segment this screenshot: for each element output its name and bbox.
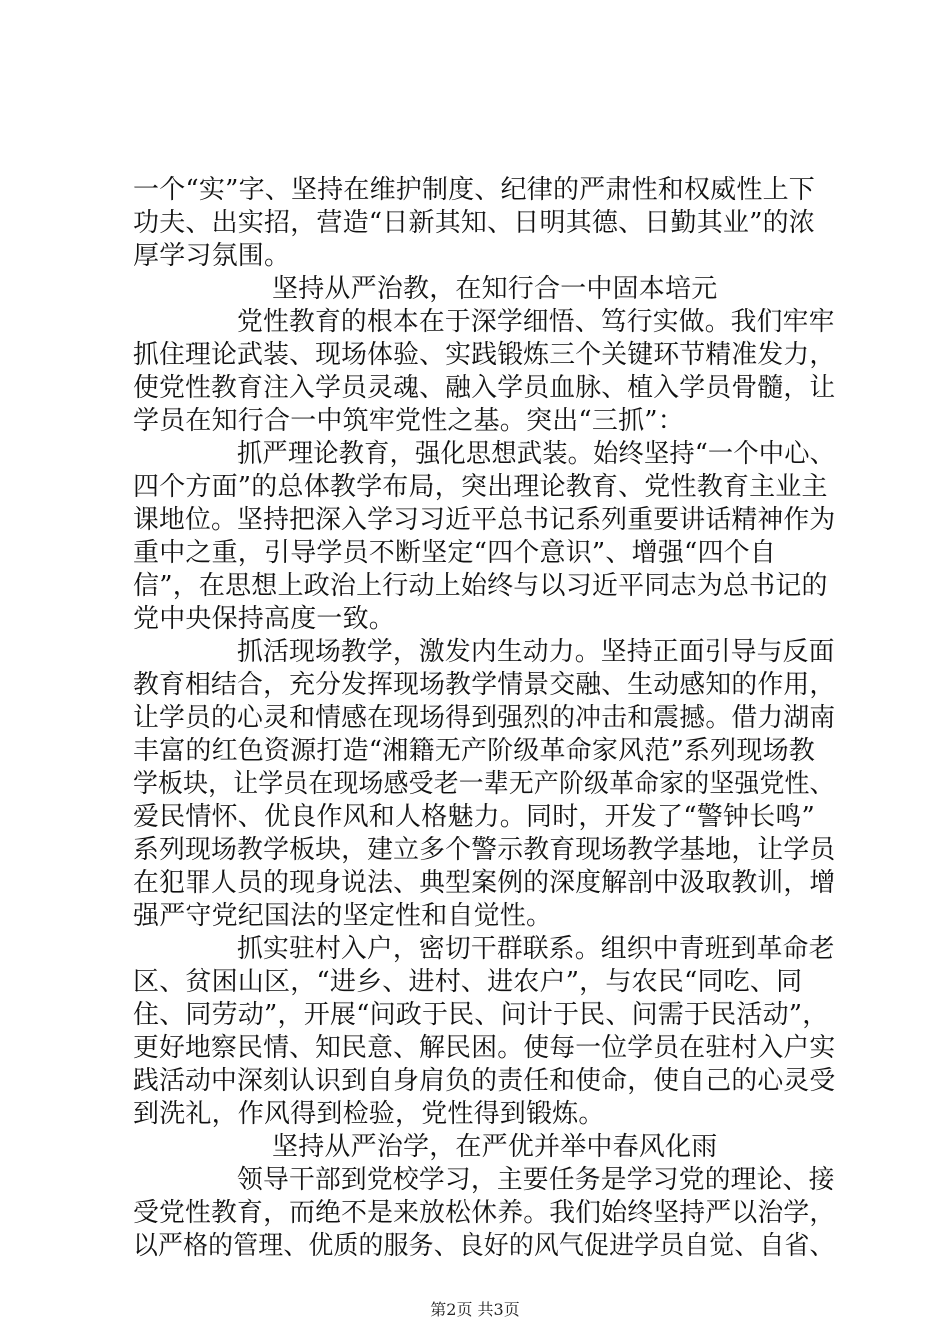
body-line: 党性教育的根本在于深学细悟、笃行实做。我们牢牢 bbox=[237, 307, 835, 337]
body-line: 使党性教育注入学员灵魂、融入学员血脉、植入学员骨髓，让 bbox=[133, 373, 836, 403]
body-line: 系列现场教学板块，建立多个警示教育现场教学基地，让学员 bbox=[133, 835, 836, 865]
page-footer: 第2页 共3页 bbox=[430, 1300, 520, 1319]
body-line: 重中之重，引导学员不断坚定“四个意识”、增强“四个自 bbox=[133, 538, 777, 568]
body-line: 让学员的心灵和情感在现场得到强烈的冲击和震撼。借力湖南 bbox=[133, 703, 836, 733]
body-line: 到洗礼，作风得到检验，党性得到锻炼。 bbox=[133, 1099, 605, 1129]
body-line: 课地位。坚持把深入学习习近平总书记系列重要讲话精神作为 bbox=[133, 505, 836, 535]
body-line: 践活动中深刻认识到自身肩负的责任和使命，使自己的心灵受 bbox=[133, 1066, 836, 1096]
body-line: 受党性教育，而绝不是来放松休养。我们始终坚持严以治学， bbox=[133, 1198, 836, 1228]
body-line: 抓严理论教育，强化思想武装。始终坚持“一个中心、 bbox=[237, 439, 836, 469]
body-line: 学员在知行合一中筑牢党性之基。突出“三抓”： bbox=[133, 406, 684, 436]
body-line: 领导干部到党校学习，主要任务是学习党的理论、接 bbox=[237, 1165, 835, 1195]
body-line: 一个“实”字、坚持在维护制度、纪律的严肃性和权威性上下 bbox=[133, 175, 815, 205]
section-heading: 坚持从严治教，在知行合一中固本培元 bbox=[272, 274, 718, 304]
body-line: 四个方面”的总体教学布局，突出理论教育、党性教育主业主 bbox=[133, 472, 828, 502]
body-line: 在犯罪人员的现身说法、典型案例的深度解剖中汲取教训，增 bbox=[133, 868, 836, 898]
body-line: 区、贫困山区，“进乡、进村、进农户”，与农民“同吃、同 bbox=[133, 967, 803, 997]
body-line: 党中央保持高度一致。 bbox=[133, 604, 396, 634]
section-heading: 坚持从严治学，在严优并举中春风化雨 bbox=[272, 1132, 718, 1162]
body-line: 以严格的管理、优质的服务、良好的风气促进学员自觉、自省、 bbox=[133, 1231, 835, 1261]
body-line: 抓住理论武装、现场体验、实践锻炼三个关键环节精准发力， bbox=[133, 340, 836, 370]
body-line: 抓活现场教学，激发内生动力。坚持正面引导与反面 bbox=[237, 637, 835, 667]
body-line: 厚学习氛围。 bbox=[133, 241, 291, 271]
body-line: 抓实驻村入户，密切干群联系。组织中青班到革命老 bbox=[237, 934, 835, 964]
body-line: 住、同劳动”，开展“问政于民、问计于民、问需于民活动”， bbox=[133, 1000, 829, 1030]
body-line: 学板块，让学员在现场感受老一辈无产阶级革命家的坚强党性、 bbox=[133, 769, 835, 799]
body-line: 爱民情怀、优良作风和人格魅力。同时，开发了“警钟长鸣” bbox=[133, 802, 815, 832]
body-line: 信”，在思想上政治上行动上始终与以习近平同志为总书记的 bbox=[133, 571, 828, 601]
body-line: 丰富的红色资源打造“湘籍无产阶级革命家风范”系列现场教 bbox=[133, 736, 815, 766]
body-line: 教育相结合，充分发挥现场教学情景交融、生动感知的作用， bbox=[133, 670, 836, 700]
body-line: 更好地察民情、知民意、解民困。使每一位学员在驻村入户实 bbox=[133, 1033, 836, 1063]
body-line: 功夫、出实招，营造“日新其知、日明其德、日勤其业”的浓 bbox=[133, 208, 815, 238]
body-line: 强严守党纪国法的坚定性和自觉性。 bbox=[133, 901, 553, 931]
